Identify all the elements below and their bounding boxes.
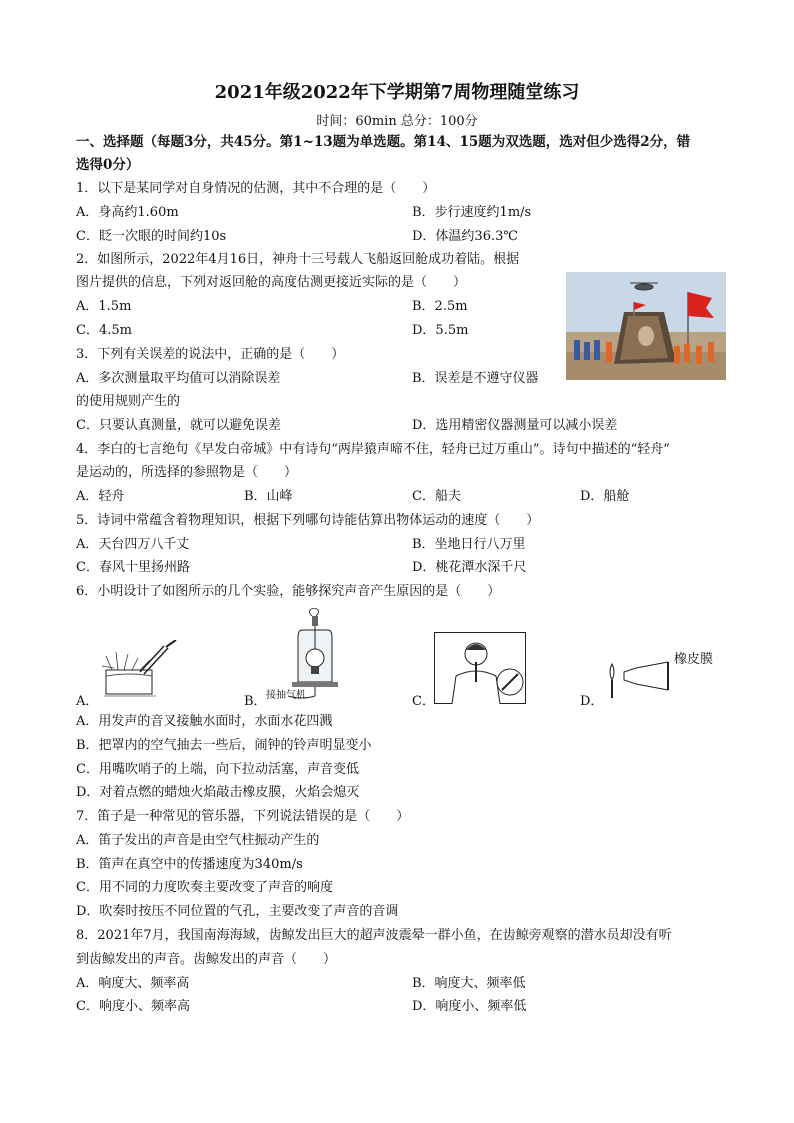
q4-stem-line2: 是运动的，所选择的参照物是（ ） bbox=[76, 465, 298, 480]
q6-figure-label-c: C． bbox=[412, 694, 435, 709]
q1-stem: 1．以下是某同学对自身情况的估测，其中不合理的是（ ） bbox=[76, 181, 436, 196]
q1-option-c: C．眨一次眼的时间约10s bbox=[76, 229, 227, 244]
q3-stem: 3．下列有关误差的说法中，正确的是（ ） bbox=[76, 347, 345, 362]
q3-option-d: D．选用精密仪器测量可以减小误差 bbox=[412, 418, 618, 433]
candle-drum-figure bbox=[598, 650, 678, 700]
q2-option-d: D．5.5m bbox=[412, 323, 469, 338]
q5-option-a: A．天台四万八千丈 bbox=[76, 537, 190, 552]
q1-option-d: D．体温约36.3℃ bbox=[412, 229, 518, 244]
q1-option-a: A．身高约1.60m bbox=[76, 205, 179, 220]
q6-option-c: C．用嘴吹哨子的上端，向下拉动活塞，声音变低 bbox=[76, 762, 359, 777]
section-heading-line2: 选得0分） bbox=[76, 157, 140, 173]
q7-option-b: B．笛声在真空中的传播速度为340m/s bbox=[76, 857, 303, 872]
q5-stem: 5．诗词中常蕴含着物理知识，根据下列哪句诗能估算出物体运动的速度（ ） bbox=[76, 513, 540, 528]
q6-figure-label-b: B． bbox=[244, 694, 267, 709]
q7-option-a: A．笛子发出的声音是由空气柱振动产生的 bbox=[76, 833, 320, 848]
q7-option-d: D．吹奏时按压不同位置的气孔，主要改变了声音的音调 bbox=[76, 904, 399, 919]
q4-option-a: A．轻舟 bbox=[76, 489, 125, 504]
q4-option-d: D．船舱 bbox=[580, 489, 630, 504]
page-subtitle: 时间：60min 总分：100分 bbox=[316, 114, 478, 129]
q6-figure-b-annotation: 接抽气机 bbox=[266, 690, 306, 701]
q6-option-d: D．对着点燃的蜡烛火焰敲击橡皮膜，火焰会熄灭 bbox=[76, 785, 360, 800]
q6-option-a: A．用发声的音叉接触水面时，水面水花四溅 bbox=[76, 714, 333, 729]
q4-stem-line1: 4．李白的七言绝句《早发白帝城》中有诗句“两岸猿声啼不住，轻舟已过万重山”。诗句中描述的“轻舟” bbox=[76, 442, 670, 457]
q7-option-c: C．用不同的力度吹奏主要改变了声音的响度 bbox=[76, 880, 333, 895]
q6-figure-d-annotation: 橡皮膜 bbox=[674, 652, 714, 667]
q3-option-c: C．只要认真测量，就可以避免误差 bbox=[76, 418, 281, 433]
q8-option-c: C．响度小、频率高 bbox=[76, 999, 190, 1014]
page-title: 2021年级2022年下学期第7周物理随堂练习 bbox=[214, 82, 580, 103]
q3-option-b-cont: 的使用规则产生的 bbox=[76, 394, 181, 409]
q8-option-a: A．响度大、频率高 bbox=[76, 976, 190, 991]
q1-option-b: B．步行速度约1m/s bbox=[412, 205, 532, 220]
landing-capsule-photo bbox=[566, 272, 726, 380]
q4-option-c: C．船夫 bbox=[412, 489, 461, 504]
q3-option-b: B．误差是不遵守仪器 bbox=[412, 371, 539, 386]
q4-option-b: B．山峰 bbox=[244, 489, 293, 504]
q5-option-b: B．坐地日行八万里 bbox=[412, 537, 526, 552]
q2-stem-line1: 2．如图所示，2022年4月16日，神舟十三号载人飞船返回舱成功着陆。根据 bbox=[76, 252, 520, 267]
q8-stem-line2: 到齿鲸发出的声音。齿鲸发出的声音（ ） bbox=[76, 952, 337, 967]
q8-option-d: D．响度小、频率低 bbox=[412, 999, 527, 1014]
q8-stem-line1: 8．2021年7月，我国南海海域，齿鲸发出巨大的超声波震晕一群小鱼，在齿鲸旁观察的潜水员却没有听 bbox=[76, 928, 672, 943]
tuning-fork-water-figure bbox=[100, 640, 180, 702]
q6-figure-label-a: A． bbox=[76, 694, 99, 709]
q2-option-a: A．1.5m bbox=[76, 299, 132, 314]
whistle-boy-figure bbox=[434, 632, 526, 704]
q6-option-b: B．把罩内的空气抽去一些后，闹钟的铃声明显变小 bbox=[76, 738, 372, 753]
q2-option-c: C．4.5m bbox=[76, 323, 132, 338]
q3-option-a: A．多次测量取平均值可以消除误差 bbox=[76, 371, 281, 386]
q5-option-d: D．桃花潭水深千尺 bbox=[412, 560, 527, 575]
q2-option-b: B．2.5m bbox=[412, 299, 468, 314]
q2-stem-line2: 图片提供的信息，下列对返回舱的高度估测更接近实际的是（ ） bbox=[76, 275, 467, 290]
q7-stem: 7．笛子是一种常见的管乐器，下列说法错误的是（ ） bbox=[76, 809, 410, 824]
q5-option-c: C．春风十里扬州路 bbox=[76, 560, 190, 575]
q6-stem: 6．小明设计了如图所示的几个实验，能够探究声音产生原因的是（ ） bbox=[76, 584, 501, 599]
q8-option-b: B．响度大、频率低 bbox=[412, 976, 526, 991]
q6-figure-label-d: D． bbox=[580, 694, 604, 709]
section-heading-line1: 一、选择题（每题3分，共45分。第1~13题为单选题。第14、15题为双选题，选对但少选得2分，错 bbox=[76, 134, 691, 150]
